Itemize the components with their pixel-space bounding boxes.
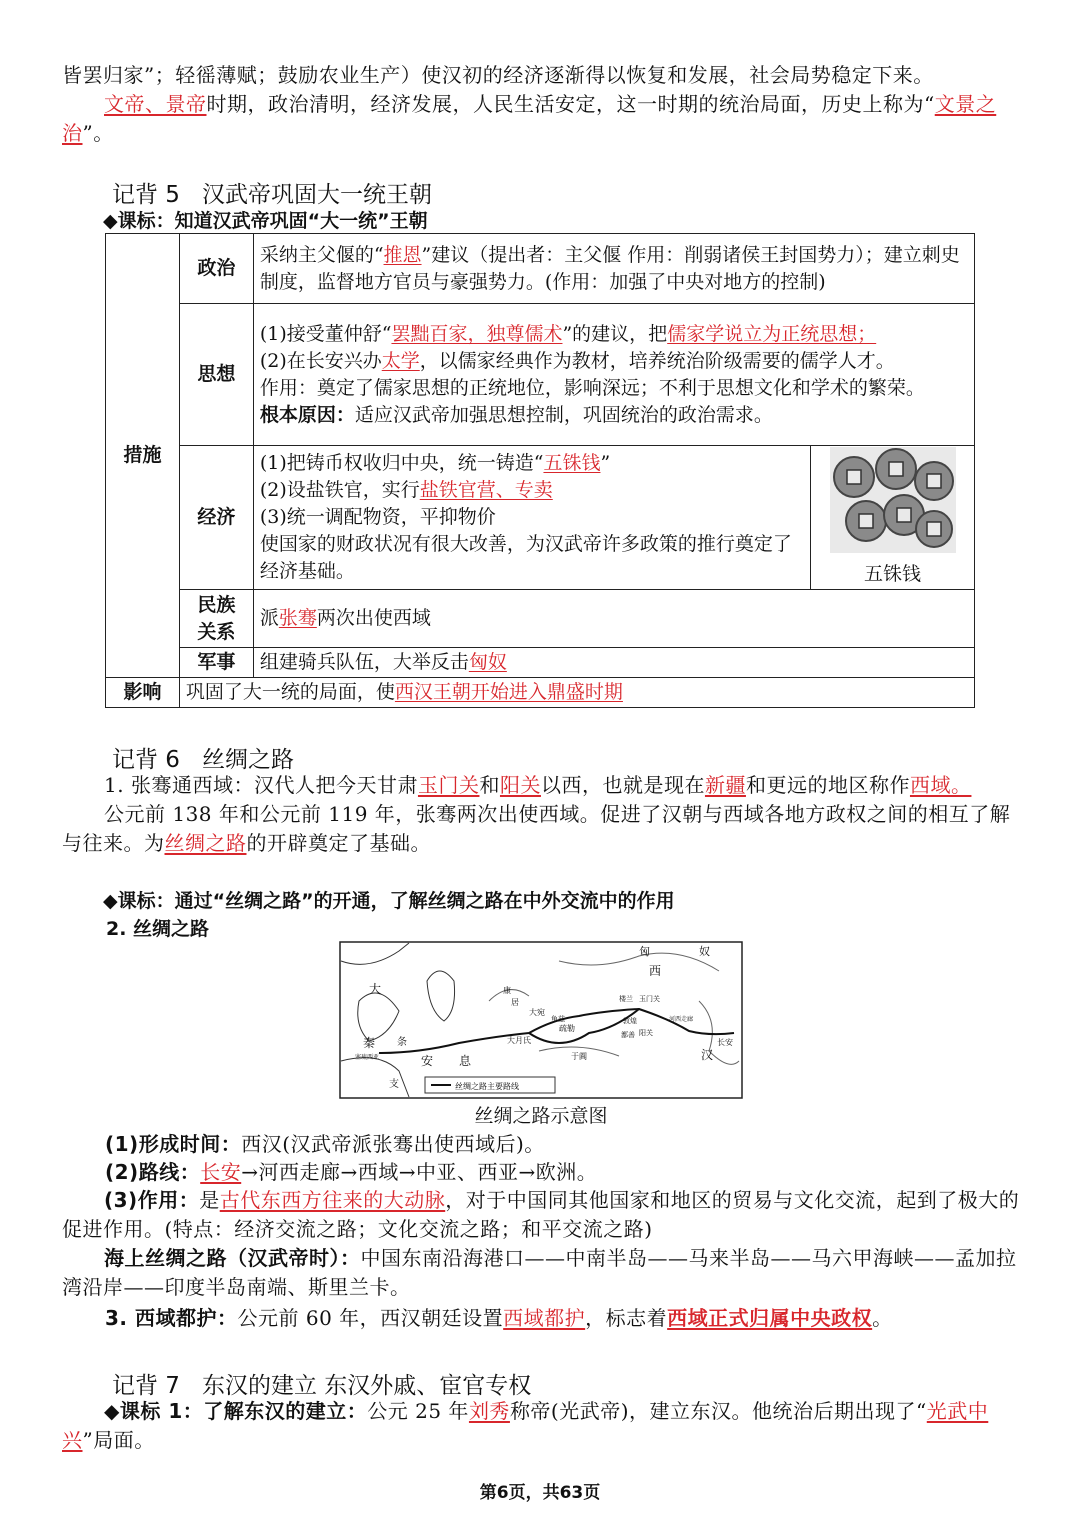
ethnic-label: 民族 关系	[179, 590, 253, 648]
svg-text:条: 条	[397, 1037, 407, 1048]
salt-iron-highlight: 盐铁官营、专卖	[419, 479, 553, 501]
svg-text:大: 大	[369, 982, 382, 996]
wuzhu-highlight: 五铢钱	[543, 452, 601, 474]
svg-text:楼兰: 楼兰	[619, 995, 633, 1003]
silkroad-highlight: 丝绸之路	[164, 831, 247, 855]
svg-text:敦煌: 敦煌	[623, 1017, 637, 1025]
thought-label: 思想	[179, 304, 253, 446]
wuzhu-coins-image	[830, 447, 956, 553]
xiongnu-highlight: 匈奴	[468, 651, 507, 673]
svg-text:长安: 长安	[717, 1038, 733, 1047]
section7-kebiao: ◆课标 1：了解东汉的建立：公元 25 年刘秀称帝(光武帝)，建立东汉。他统治后期出现了“光武中兴”局面。	[62, 1399, 989, 1452]
ethnic-content: 派张骞两次出使西域	[253, 590, 974, 648]
svg-text:秦: 秦	[363, 1036, 376, 1050]
confucian-highlight: 罢黜百家，独尊儒术	[391, 322, 563, 345]
svg-text:安: 安	[421, 1054, 434, 1068]
silkroad-subheading: 2. 丝绸之路	[106, 918, 210, 940]
svg-text:西: 西	[649, 964, 662, 978]
svg-text:河西走廊: 河西走廊	[669, 1016, 694, 1023]
page-footer: 第6页，共63页	[479, 1483, 601, 1503]
zhangqian-highlight: 张骞	[278, 607, 317, 629]
svg-text:奴: 奴	[699, 945, 710, 958]
map-legend: 丝绸之路主要路线	[455, 1082, 519, 1091]
svg-text:玉门关: 玉门关	[639, 995, 660, 1003]
s6-point1: 1. 张骞通西域：汉代人把今天甘肃玉门关和阳关以西，也就是现在新疆和更远的地区称作西域。	[104, 773, 972, 797]
wenjing-highlight: 文景之治	[62, 92, 997, 145]
intro-paragraph: 文帝、景帝时期，政治清明，经济发展，人民生活安定，这一时期的统治局面，历史上称为“文景之治”。	[62, 92, 997, 145]
route: (2)路线：长安→河西走廊→西域→中亚、西亚→欧洲。	[105, 1160, 598, 1184]
svg-text:疏勒: 疏勒	[559, 1024, 575, 1033]
s6-paragraph2: 公元前 138 年和公元前 119 年，张骞两次出使西域。促进了汉朝与西域各地方政权之间的相互了解与往来。为丝绸之路的开辟奠定了基础。	[62, 802, 1011, 855]
svg-text:匈: 匈	[639, 945, 650, 958]
politics-content: 采纳主父偃的“推恩”建议（提出者：主父偃 作用：削弱诸侯王封国势力）；建立刺史制度，监督地方官员与豪强势力。(作用：加强了中央对地方的控制)	[253, 234, 974, 304]
politics-label: 政治	[179, 234, 253, 304]
emperors-highlight: 文帝、景帝	[104, 92, 207, 116]
influence-content: 巩固了大一统的局面，使西汉王朝开始进入鼎盛时期	[179, 678, 974, 708]
section6-heading: 记背 6 丝绸之路	[112, 747, 294, 773]
function: (3)作用：是古代东西方往来的大动脉，对于中国同其他国家和地区的贸易与文化交流，起到了极大的促进作用。(特点：经济交流之路；文化交流之路；和平交流之路)	[62, 1188, 1020, 1241]
svg-text:支: 支	[389, 1079, 399, 1090]
guangwu-highlight: 光武中兴	[62, 1399, 989, 1452]
duhu-highlight: 西域都护	[503, 1306, 586, 1330]
maritime-silkroad: 海上丝绸之路（汉武帝时）：中国东南沿海港口——中南半岛——马来半岛——马六甲海峡——孟加拉湾沿岸——印度半岛南端、斯里兰卡。	[62, 1246, 1017, 1299]
section5-kebiao: ◆课标：知道汉武帝巩固“大一统”王朝	[103, 210, 428, 232]
svg-text:康: 康	[503, 986, 511, 995]
thought-content: (1)接受董仲舒“罢黜百家，独尊儒术”的建议，把儒家学说立为正统思想； (2)在长安兴办太学，以儒家经典作为教材，培养统治阶级需要的儒学人才。 作用：奠定了儒家思想的正统地位，影响深远；不利于思想文化和学术的繁荣。 根本原因：适应汉武帝加强思想控制，巩固统治的政治需求。	[253, 304, 974, 446]
coin-cell	[811, 446, 975, 590]
svg-text:汉: 汉	[701, 1048, 714, 1062]
section5-heading: 记背 5 汉武帝巩固大一统王朝	[112, 182, 432, 208]
svg-text:鄯善: 鄯善	[621, 1031, 635, 1039]
belong-highlight: 西域正式归属中央政权	[667, 1306, 873, 1330]
taixue-highlight: 太学	[381, 349, 420, 372]
svg-text:于阗: 于阗	[571, 1052, 587, 1061]
western-regions-protectorate: 3. 西域都护：公元前 60 年，西汉朝廷设置西域都护，标志着西域正式归属中央政权。	[105, 1306, 893, 1330]
map-caption: 丝绸之路示意图	[474, 1105, 608, 1127]
changan-highlight: 长安	[200, 1160, 242, 1184]
section7-heading: 记背 7 东汉的建立 东汉外戚、宦官专权	[112, 1373, 532, 1399]
artery-highlight: 古代东西方往来的大动脉	[219, 1188, 446, 1212]
military-label: 军事	[179, 648, 253, 678]
svg-text:大月氏: 大月氏	[507, 1036, 531, 1045]
svg-text:塞琉西亚: 塞琉西亚	[355, 1054, 380, 1061]
economy-content: (1)把铸币权收归中央，统一铸造“五铢钱” (2)设盐铁官，实行盐铁官营、专卖 (3)统一调配物资，平抑物价 使国家的财政状况有很大改善，为汉武帝许多政策的推行奠定了经济基础。	[253, 446, 810, 590]
measures-table	[105, 233, 975, 708]
coin-caption: 五铢钱	[864, 563, 922, 585]
formation-time: (1)形成时间：西汉(汉武帝派张骞出使西域后)。	[105, 1132, 545, 1156]
svg-text:息: 息	[459, 1054, 472, 1068]
intro-line1: 皆罢归家”；轻徭薄赋；鼓励农业生产）使汉初的经济逐渐得以恢复和发展，社会局势稳定下来。	[62, 63, 934, 87]
silkroad-map	[339, 941, 743, 1099]
military-content: 组建骑兵队伍，大举反击匈奴	[253, 648, 974, 678]
svg-text:龟兹: 龟兹	[551, 1015, 565, 1023]
section6-kebiao: ◆课标：通过“丝绸之路”的开通，了解丝绸之路在中外交流中的作用	[103, 890, 675, 912]
svg-text:居: 居	[511, 998, 519, 1007]
svg-text:大宛: 大宛	[529, 1008, 545, 1017]
liuxiu-highlight: 刘秀	[468, 1399, 510, 1423]
svg-text:阳关: 阳关	[639, 1029, 653, 1037]
peak-highlight: 西汉王朝开始进入鼎盛时期	[394, 681, 623, 703]
tuien-highlight: 推恩	[383, 243, 422, 266]
influence-label: 影响	[106, 678, 180, 708]
economy-label: 经济	[179, 446, 253, 590]
measures-label: 措施	[106, 234, 180, 678]
